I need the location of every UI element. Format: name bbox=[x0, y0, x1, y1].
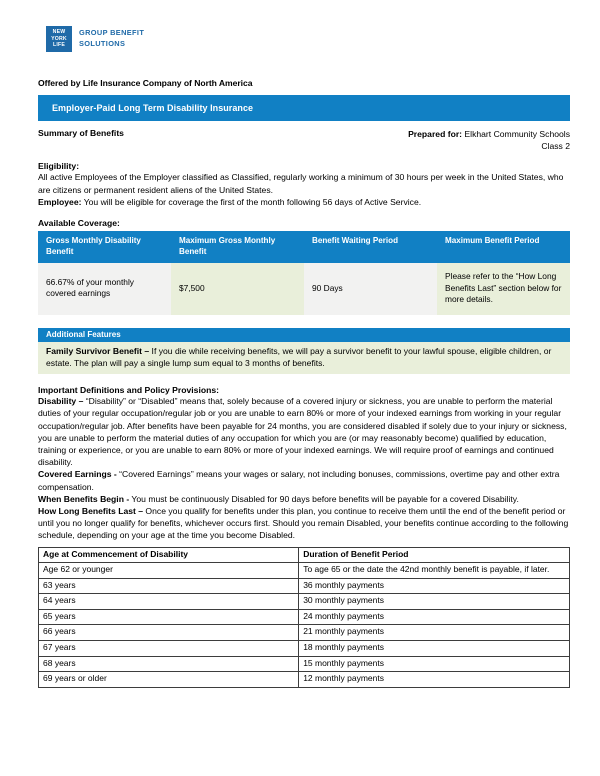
eligibility-text: All active Employees of the Employer classified as Classified, regularly working a minimum of 30 hours per week in the United States, who are citizens or permanent resident aliens of the United States. bbox=[38, 172, 564, 195]
table-row bbox=[39, 563, 570, 579]
additional-features-banner bbox=[38, 328, 570, 342]
schedule-cell-duration: 15 monthly payments bbox=[299, 656, 570, 672]
employee-eligibility-line bbox=[38, 196, 570, 208]
definitions-heading: Important Definitions and Policy Provisions: bbox=[38, 385, 219, 396]
schedule-cell-age: 64 years bbox=[39, 594, 299, 610]
table-row bbox=[39, 578, 570, 594]
family-survivor-benefit-label: Family Survivor Benefit – bbox=[46, 345, 150, 356]
coverage-cell-gross-monthly-benefit: 66.67% of your monthly covered earnings bbox=[38, 263, 171, 315]
employee-label: Employee: bbox=[38, 196, 82, 207]
when-benefits-begin-text: You must be continuously Disabled for 90 days before benefits will be payable for a covered Disability. bbox=[129, 493, 519, 504]
schedule-cell-age: 65 years bbox=[39, 609, 299, 625]
logo-mark-line-1: NEW bbox=[52, 28, 66, 35]
coverage-table-row bbox=[38, 263, 570, 315]
schedule-header-row bbox=[39, 547, 570, 563]
family-survivor-benefit-block bbox=[38, 342, 570, 374]
prepared-for-block bbox=[408, 128, 570, 152]
covered-earnings-text: “Covered Earnings” means your wages or salary, not including bonuses, commissions, overtime pay and other extra compensation. bbox=[38, 469, 560, 492]
definition-disability bbox=[38, 395, 570, 468]
disability-label: Disability – bbox=[38, 396, 84, 407]
table-row bbox=[39, 594, 570, 610]
coverage-header-cell: Maximum Benefit Period bbox=[437, 231, 570, 263]
covered-earnings-label: Covered Earnings - bbox=[38, 469, 117, 480]
class-value: Class 2 bbox=[541, 141, 570, 152]
logo-mark-line-3: LIFE bbox=[52, 42, 66, 49]
coverage-cell-maximum-gross-benefit: $7,500 bbox=[171, 263, 304, 315]
disability-text: “Disability” or “Disabled” means that, solely because of a covered injury or sickness, you are unable to perform the material duties of your regular occupation/regular job or you are unable to earn 80% or more of your indexed earnings from working in your regular occupation/regular job. After benefits have been payable for 24 months, you are considered disabled if solely due to your injury or sickness, you are unable to perform the material duties of any occupation for which you are (or may reasonably become) qualified by education, training or experience, or you are unable to earn 80% or more of your indexed earnings. We will require proof of earnings and continued disability. bbox=[38, 396, 567, 468]
summary-header-row bbox=[38, 128, 570, 152]
how-long-benefits-last-text: Once you qualify for benefits under this plan, you continue to receive them until the end of the benefit period or until you no longer qualify for benefits, whichever occurs first. Should you remain Disabled, your benefits continue according to the following schedule, depending on your age at the time you become Disabled. bbox=[38, 506, 569, 541]
benefit-duration-schedule-table bbox=[38, 547, 570, 688]
coverage-cell-maximum-benefit-period: Please refer to the “How Long Benefits Last” section below for more details. bbox=[437, 263, 570, 315]
schedule-cell-duration: 21 monthly payments bbox=[299, 625, 570, 641]
schedule-cell-age: 66 years bbox=[39, 625, 299, 641]
schedule-cell-duration: 18 monthly payments bbox=[299, 640, 570, 656]
logo-wordmark-line-1: GROUP BENEFIT bbox=[79, 28, 145, 38]
family-survivor-benefit-text: If you die while receiving benefits, we will pay a survivor benefit to your lawful spouse, eligible children, or estate. The plan will pay a single lump sum equal to 3 months of benefits. bbox=[46, 345, 552, 369]
definition-when-benefits-begin bbox=[38, 493, 570, 505]
schedule-cell-age: 68 years bbox=[39, 656, 299, 672]
schedule-cell-age: 69 years or older bbox=[39, 672, 299, 688]
schedule-cell-duration: To age 65 or the date the 42nd monthly benefit is payable, if later. bbox=[299, 563, 570, 579]
schedule-cell-age: 63 years bbox=[39, 578, 299, 594]
logo-wordmark-line-2: SOLUTIONS bbox=[79, 39, 126, 48]
table-row bbox=[39, 640, 570, 656]
eligibility-heading: Eligibility: bbox=[38, 161, 80, 172]
plan-title-banner bbox=[38, 95, 570, 121]
table-row bbox=[39, 609, 570, 625]
prepared-for-value: Elkhart Community Schools bbox=[462, 129, 570, 139]
table-row bbox=[39, 656, 570, 672]
table-row bbox=[39, 672, 570, 688]
definition-how-long-benefits-last bbox=[38, 505, 570, 542]
summary-of-benefits-label: Summary of Benefits bbox=[38, 128, 124, 138]
coverage-cell-benefit-waiting-period: 90 Days bbox=[304, 263, 437, 315]
prepared-for-line bbox=[408, 128, 570, 140]
coverage-table-header-row bbox=[38, 231, 570, 263]
logo-wordmark bbox=[79, 28, 144, 49]
employee-text: You will be eligible for coverage the first of the month following 56 days of Active Service. bbox=[81, 196, 422, 207]
coverage-header-cell: Maximum Gross Monthly Benefit bbox=[171, 231, 304, 263]
additional-features-title: Additional Features bbox=[46, 330, 121, 340]
logo-mark-line-2: YORK bbox=[51, 35, 67, 42]
coverage-header-cell: Gross Monthly Disability Benefit bbox=[38, 231, 171, 263]
available-coverage-label: Available Coverage: bbox=[38, 218, 120, 229]
offered-by-line: Offered by Life Insurance Company of North America bbox=[38, 78, 253, 88]
schedule-cell-duration: 30 monthly payments bbox=[299, 594, 570, 610]
schedule-cell-duration: 24 monthly payments bbox=[299, 609, 570, 625]
definitions-section bbox=[38, 385, 570, 541]
schedule-cell-age: Age 62 or younger bbox=[39, 563, 299, 579]
schedule-cell-age: 67 years bbox=[39, 640, 299, 656]
schedule-table-body bbox=[39, 563, 570, 687]
prepared-for-label: Prepared for: bbox=[408, 129, 463, 139]
coverage-header-cell: Benefit Waiting Period bbox=[304, 231, 437, 263]
new-york-life-logo-icon bbox=[46, 26, 72, 52]
table-row bbox=[39, 625, 570, 641]
schedule-header-age: Age at Commencement of Disability bbox=[39, 547, 299, 563]
schedule-cell-duration: 12 monthly payments bbox=[299, 672, 570, 688]
plan-title: Employer-Paid Long Term Disability Insurance bbox=[52, 103, 254, 113]
definition-covered-earnings bbox=[38, 468, 570, 492]
company-logo bbox=[46, 22, 570, 56]
schedule-cell-duration: 36 monthly payments bbox=[299, 578, 570, 594]
when-benefits-begin-label: When Benefits Begin - bbox=[38, 493, 130, 504]
schedule-header-duration: Duration of Benefit Period bbox=[299, 547, 570, 563]
coverage-table bbox=[38, 231, 570, 315]
how-long-benefits-last-label: How Long Benefits Last – bbox=[38, 506, 144, 517]
